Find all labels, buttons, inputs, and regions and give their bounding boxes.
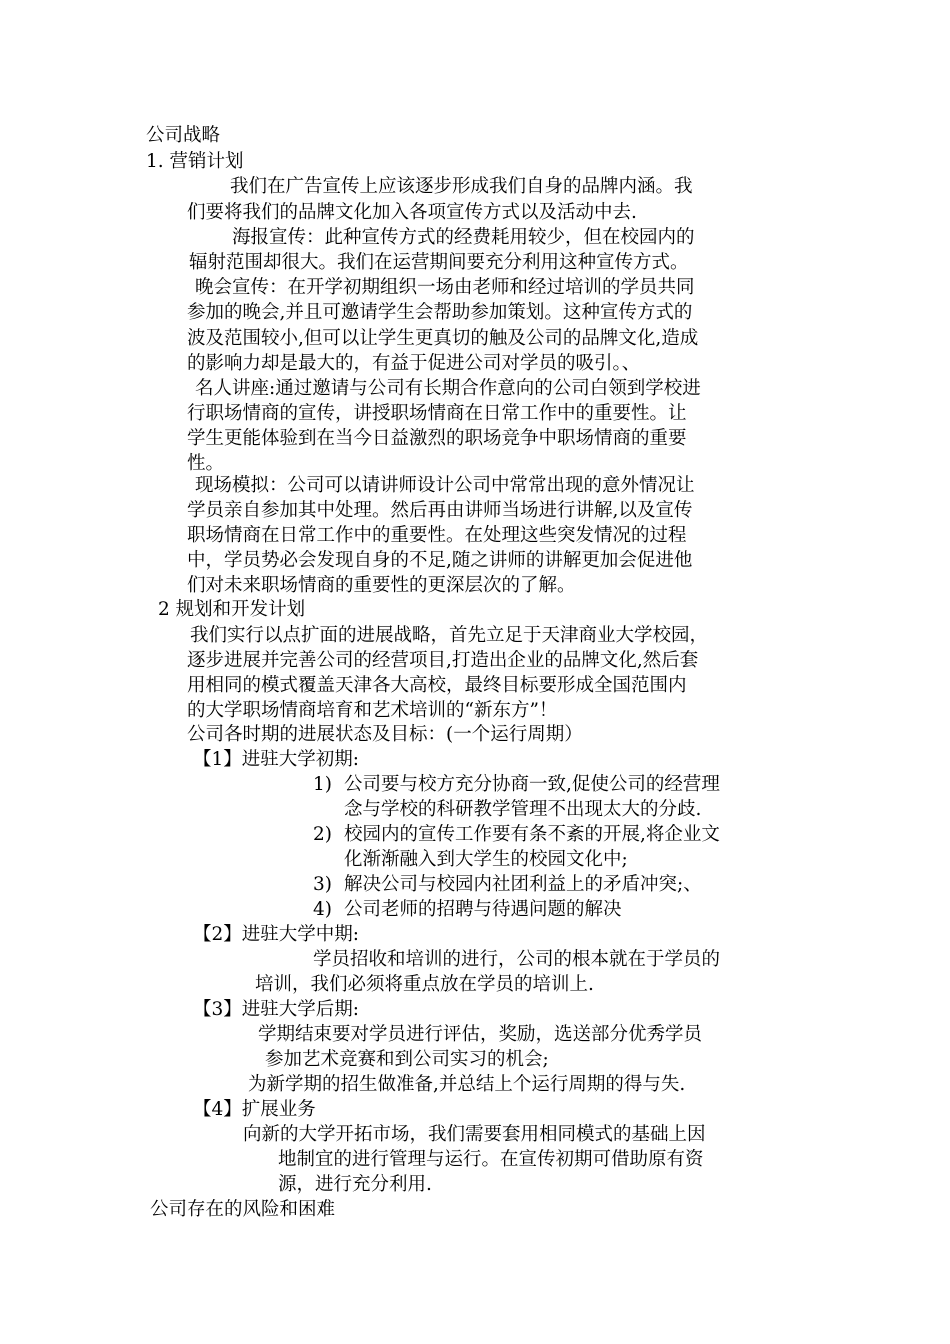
phase-heading: 【2】进驻大学中期: [193,924,360,945]
paragraph-line: 波及范围较小,但可以让学生更真切的触及公司的品牌文化,造成 [187,328,699,349]
paragraph-line: 名人讲座:通过邀请与公司有长期合作意向的公司白领到学校进 [195,378,701,399]
paragraph-line: 公司各时期的进展状态及目标：(一个运行周期） [187,724,583,745]
paragraph-line: 源，进行充分利用. [278,1174,432,1195]
paragraph-line: 海报宣传：此种宣传方式的经费耗用较少，但在校园内的 [232,227,695,248]
section-title: 公司战略 [146,125,221,146]
paragraph-line: 学员招收和培训的进行，公司的根本就在于学员的 [313,949,721,970]
list-number: 3) [313,874,332,895]
paragraph-line: 现场模拟：公司可以请讲师设计公司中常常出现的意外情况让 [195,475,695,496]
list-item: 念与学校的科研教学管理不出现太大的分歧. [344,799,702,820]
list-item: 公司要与校方充分协商一致,促使公司的经营理 [344,774,720,795]
paragraph-line: 我们在广告宣传上应该逐步形成我们自身的品牌内涵。我 [230,176,693,197]
paragraph-line: 向新的大学开拓市场，我们需要套用相同模式的基础上因 [243,1124,706,1145]
paragraph-line: 地制宜的进行管理与运行。在宣传初期可借助原有资 [278,1149,704,1170]
paragraph-line: 学生更能体验到在当今日益激烈的职场竞争中职场情商的重要 [187,428,687,449]
heading-marketing-plan: 1. 营销计划 [146,151,244,172]
paragraph-line: 用相同的模式覆盖天津各大高校，最终目标要形成全国范围内 [187,675,687,696]
paragraph-line: 性。 [187,453,225,474]
paragraph-line: 我们实行以点扩面的进展战略，首先立足于天津商业大学校园， [190,625,709,646]
phase-heading: 【3】进驻大学后期: [193,999,360,1020]
paragraph-line: 学员亲自参加其中处理。然后再由讲师当场进行讲解,以及宣传 [187,500,693,521]
paragraph-line: 参加艺术竞赛和到公司实习的机会; [265,1049,549,1070]
paragraph-line: 们要将我们的品牌文化加入各项宣传方式以及活动中去. [187,202,637,223]
heading-risks: 公司存在的风险和困难 [150,1199,336,1220]
phase-heading: 【1】进驻大学初期: [193,749,360,770]
list-number: 2) [313,824,332,845]
paragraph-line: 行职场情商的宣传，讲授职场情商在日常工作中的重要性。让 [187,403,687,424]
paragraph-line: 辐射范围却很大。我们在运营期间要充分利用这种宣传方式。 [189,252,689,273]
paragraph-line: 晚会宣传：在开学初期组织一场由老师和经过培训的学员共同 [195,277,695,298]
paragraph-line: 中，学员势必会发现自身的不足,随之讲师的讲解更加会促进他 [187,550,693,571]
paragraph-line: 逐步进展并完善公司的经营项目,打造出企业的品牌文化,然后套 [187,650,699,671]
list-item: 化渐渐融入到大学生的校园文化中; [344,849,628,870]
paragraph-line: 的影响力却是最大的，有益于促进公司对学员的吸引。、 [187,353,641,374]
paragraph-line: 们对未来职场情商的重要性的更深层次的了解。 [187,575,576,596]
paragraph-line: 为新学期的招生做准备,并总结上个运行周期的得与失. [248,1074,686,1095]
list-item: 公司老师的招聘与待遇问题的解决 [344,899,622,920]
list-item: 解决公司与校园内社团利益上的矛盾冲突;、 [344,874,702,895]
paragraph-line: 职场情商在日常工作中的重要性。在处理这些突发情况的过程 [187,525,687,546]
paragraph-line: 的大学职场情商培育和艺术培训的“新东方”！ [187,700,558,721]
list-number: 1) [313,774,332,795]
paragraph-line: 培训，我们必须将重点放在学员的培训上. [255,974,594,995]
heading-planning-development: 2 规划和开发计划 [158,599,306,620]
list-number: 4) [313,899,332,920]
paragraph-line: 学期结束要对学员进行评估，奖励，选送部分优秀学员 [258,1024,703,1045]
paragraph-line: 参加的晚会,并且可邀请学生会帮助参加策划。这种宣传方式的 [187,302,693,323]
phase-heading: 【4】扩展业务 [193,1099,316,1120]
list-item: 校园内的宣传工作要有条不紊的开展,将企业文 [344,824,720,845]
